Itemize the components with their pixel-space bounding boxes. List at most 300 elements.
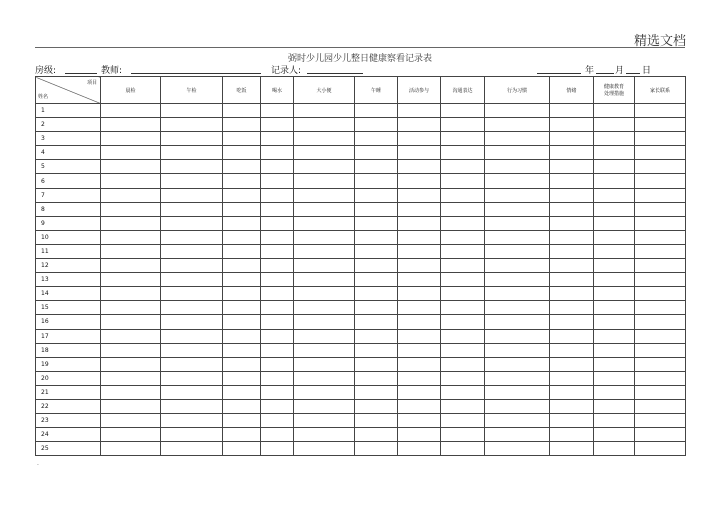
record-cell[interactable] xyxy=(261,442,294,456)
record-cell[interactable] xyxy=(223,315,261,329)
record-cell[interactable] xyxy=(398,442,441,456)
record-cell[interactable] xyxy=(161,273,223,287)
record-cell[interactable] xyxy=(294,343,355,357)
record-cell[interactable] xyxy=(223,174,261,188)
record-cell[interactable] xyxy=(101,343,161,357)
record-cell[interactable] xyxy=(550,287,594,301)
record-cell[interactable] xyxy=(101,301,161,315)
record-cell[interactable] xyxy=(223,414,261,428)
record-cell[interactable] xyxy=(635,118,686,132)
record-cell[interactable] xyxy=(594,399,635,413)
record-cell[interactable] xyxy=(161,146,223,160)
record-cell[interactable] xyxy=(635,188,686,202)
record-cell[interactable] xyxy=(355,230,398,244)
record-cell[interactable] xyxy=(355,385,398,399)
record-cell[interactable] xyxy=(223,202,261,216)
record-cell[interactable] xyxy=(594,414,635,428)
record-cell[interactable] xyxy=(355,357,398,371)
record-cell[interactable] xyxy=(594,357,635,371)
record-cell[interactable] xyxy=(594,315,635,329)
record-cell[interactable] xyxy=(550,414,594,428)
record-cell[interactable] xyxy=(594,118,635,132)
record-cell[interactable] xyxy=(101,273,161,287)
record-cell[interactable] xyxy=(485,385,550,399)
record-cell[interactable] xyxy=(398,315,441,329)
record-cell[interactable] xyxy=(355,371,398,385)
record-cell[interactable] xyxy=(594,230,635,244)
record-cell[interactable] xyxy=(550,428,594,442)
record-cell[interactable] xyxy=(635,329,686,343)
record-cell[interactable] xyxy=(223,399,261,413)
record-cell[interactable] xyxy=(441,414,485,428)
record-cell[interactable] xyxy=(398,104,441,118)
record-cell[interactable] xyxy=(161,216,223,230)
record-cell[interactable] xyxy=(101,414,161,428)
record-cell[interactable] xyxy=(101,216,161,230)
record-cell[interactable] xyxy=(594,216,635,230)
record-cell[interactable] xyxy=(261,273,294,287)
record-cell[interactable] xyxy=(485,174,550,188)
record-cell[interactable] xyxy=(398,301,441,315)
record-cell[interactable] xyxy=(294,414,355,428)
record-cell[interactable] xyxy=(550,357,594,371)
record-cell[interactable] xyxy=(550,104,594,118)
record-cell[interactable] xyxy=(294,399,355,413)
record-cell[interactable] xyxy=(398,371,441,385)
record-cell[interactable] xyxy=(594,442,635,456)
record-cell[interactable] xyxy=(294,273,355,287)
record-cell[interactable] xyxy=(294,301,355,315)
record-cell[interactable] xyxy=(550,442,594,456)
record-cell[interactable] xyxy=(441,301,485,315)
record-cell[interactable] xyxy=(441,287,485,301)
record-cell[interactable] xyxy=(485,202,550,216)
record-cell[interactable] xyxy=(223,188,261,202)
record-cell[interactable] xyxy=(161,174,223,188)
record-cell[interactable] xyxy=(594,104,635,118)
record-cell[interactable] xyxy=(594,188,635,202)
record-cell[interactable] xyxy=(441,273,485,287)
record-cell[interactable] xyxy=(441,146,485,160)
record-cell[interactable] xyxy=(355,118,398,132)
record-cell[interactable] xyxy=(101,174,161,188)
record-cell[interactable] xyxy=(261,399,294,413)
record-cell[interactable] xyxy=(398,174,441,188)
record-cell[interactable] xyxy=(294,160,355,174)
record-cell[interactable] xyxy=(550,146,594,160)
record-cell[interactable] xyxy=(594,273,635,287)
record-cell[interactable] xyxy=(261,428,294,442)
record-cell[interactable] xyxy=(441,188,485,202)
record-cell[interactable] xyxy=(441,160,485,174)
record-cell[interactable] xyxy=(635,287,686,301)
record-cell[interactable] xyxy=(550,315,594,329)
record-cell[interactable] xyxy=(261,244,294,258)
record-cell[interactable] xyxy=(261,329,294,343)
record-cell[interactable] xyxy=(550,301,594,315)
record-cell[interactable] xyxy=(161,385,223,399)
record-cell[interactable] xyxy=(550,132,594,146)
record-cell[interactable] xyxy=(485,216,550,230)
record-cell[interactable] xyxy=(294,371,355,385)
record-cell[interactable] xyxy=(485,315,550,329)
record-cell[interactable] xyxy=(161,132,223,146)
record-cell[interactable] xyxy=(261,160,294,174)
record-cell[interactable] xyxy=(441,329,485,343)
record-cell[interactable] xyxy=(550,244,594,258)
record-cell[interactable] xyxy=(161,371,223,385)
record-cell[interactable] xyxy=(261,188,294,202)
record-cell[interactable] xyxy=(294,118,355,132)
record-cell[interactable] xyxy=(485,160,550,174)
record-cell[interactable] xyxy=(594,385,635,399)
record-cell[interactable] xyxy=(594,160,635,174)
record-cell[interactable] xyxy=(261,287,294,301)
record-cell[interactable] xyxy=(355,259,398,273)
record-cell[interactable] xyxy=(294,244,355,258)
class-field[interactable] xyxy=(65,73,97,74)
record-cell[interactable] xyxy=(161,357,223,371)
record-cell[interactable] xyxy=(398,428,441,442)
record-cell[interactable] xyxy=(294,132,355,146)
record-cell[interactable] xyxy=(635,315,686,329)
record-cell[interactable] xyxy=(635,104,686,118)
record-cell[interactable] xyxy=(635,371,686,385)
record-cell[interactable] xyxy=(101,188,161,202)
record-cell[interactable] xyxy=(355,301,398,315)
record-cell[interactable] xyxy=(441,315,485,329)
record-cell[interactable] xyxy=(101,230,161,244)
record-cell[interactable] xyxy=(635,146,686,160)
record-cell[interactable] xyxy=(261,174,294,188)
record-cell[interactable] xyxy=(550,188,594,202)
record-cell[interactable] xyxy=(101,371,161,385)
record-cell[interactable] xyxy=(294,216,355,230)
record-cell[interactable] xyxy=(441,259,485,273)
record-cell[interactable] xyxy=(261,315,294,329)
record-cell[interactable] xyxy=(161,287,223,301)
record-cell[interactable] xyxy=(485,287,550,301)
record-cell[interactable] xyxy=(355,343,398,357)
record-cell[interactable] xyxy=(398,259,441,273)
record-cell[interactable] xyxy=(223,343,261,357)
record-cell[interactable] xyxy=(550,329,594,343)
record-cell[interactable] xyxy=(294,174,355,188)
record-cell[interactable] xyxy=(355,287,398,301)
record-cell[interactable] xyxy=(398,230,441,244)
record-cell[interactable] xyxy=(398,329,441,343)
record-cell[interactable] xyxy=(441,174,485,188)
record-cell[interactable] xyxy=(594,329,635,343)
record-cell[interactable] xyxy=(635,230,686,244)
record-cell[interactable] xyxy=(355,160,398,174)
record-cell[interactable] xyxy=(441,399,485,413)
record-cell[interactable] xyxy=(223,428,261,442)
record-cell[interactable] xyxy=(635,357,686,371)
record-cell[interactable] xyxy=(101,287,161,301)
record-cell[interactable] xyxy=(485,428,550,442)
record-cell[interactable] xyxy=(355,146,398,160)
record-cell[interactable] xyxy=(223,301,261,315)
record-cell[interactable] xyxy=(161,188,223,202)
record-cell[interactable] xyxy=(635,442,686,456)
record-cell[interactable] xyxy=(635,301,686,315)
record-cell[interactable] xyxy=(355,244,398,258)
record-cell[interactable] xyxy=(635,160,686,174)
record-cell[interactable] xyxy=(398,216,441,230)
month-field[interactable] xyxy=(596,73,614,74)
record-cell[interactable] xyxy=(101,202,161,216)
record-cell[interactable] xyxy=(485,414,550,428)
record-cell[interactable] xyxy=(485,230,550,244)
record-cell[interactable] xyxy=(398,287,441,301)
record-cell[interactable] xyxy=(161,244,223,258)
record-cell[interactable] xyxy=(101,399,161,413)
record-cell[interactable] xyxy=(161,399,223,413)
record-cell[interactable] xyxy=(101,146,161,160)
record-cell[interactable] xyxy=(398,414,441,428)
record-cell[interactable] xyxy=(101,385,161,399)
record-cell[interactable] xyxy=(485,301,550,315)
record-cell[interactable] xyxy=(485,132,550,146)
record-cell[interactable] xyxy=(161,414,223,428)
record-cell[interactable] xyxy=(441,343,485,357)
record-cell[interactable] xyxy=(594,428,635,442)
record-cell[interactable] xyxy=(261,118,294,132)
record-cell[interactable] xyxy=(550,273,594,287)
record-cell[interactable] xyxy=(441,371,485,385)
record-cell[interactable] xyxy=(161,259,223,273)
record-cell[interactable] xyxy=(594,146,635,160)
record-cell[interactable] xyxy=(161,202,223,216)
record-cell[interactable] xyxy=(101,104,161,118)
record-cell[interactable] xyxy=(441,216,485,230)
record-cell[interactable] xyxy=(635,174,686,188)
record-cell[interactable] xyxy=(161,301,223,315)
record-cell[interactable] xyxy=(355,414,398,428)
record-cell[interactable] xyxy=(485,188,550,202)
record-cell[interactable] xyxy=(550,371,594,385)
record-cell[interactable] xyxy=(398,273,441,287)
record-cell[interactable] xyxy=(550,174,594,188)
record-cell[interactable] xyxy=(101,329,161,343)
record-cell[interactable] xyxy=(441,104,485,118)
record-cell[interactable] xyxy=(485,371,550,385)
record-cell[interactable] xyxy=(550,230,594,244)
record-cell[interactable] xyxy=(485,343,550,357)
record-cell[interactable] xyxy=(355,273,398,287)
year-field[interactable] xyxy=(537,73,581,74)
record-cell[interactable] xyxy=(550,118,594,132)
record-cell[interactable] xyxy=(398,188,441,202)
record-cell[interactable] xyxy=(261,343,294,357)
day-field[interactable] xyxy=(626,73,640,74)
record-cell[interactable] xyxy=(635,244,686,258)
record-cell[interactable] xyxy=(355,202,398,216)
record-cell[interactable] xyxy=(294,357,355,371)
record-cell[interactable] xyxy=(223,104,261,118)
record-cell[interactable] xyxy=(223,371,261,385)
record-cell[interactable] xyxy=(294,259,355,273)
record-cell[interactable] xyxy=(485,442,550,456)
record-cell[interactable] xyxy=(223,118,261,132)
record-cell[interactable] xyxy=(635,216,686,230)
record-cell[interactable] xyxy=(101,244,161,258)
record-cell[interactable] xyxy=(101,428,161,442)
teacher-field[interactable] xyxy=(131,73,261,74)
record-cell[interactable] xyxy=(398,160,441,174)
record-cell[interactable] xyxy=(635,343,686,357)
record-cell[interactable] xyxy=(161,104,223,118)
record-cell[interactable] xyxy=(261,216,294,230)
record-cell[interactable] xyxy=(261,357,294,371)
record-cell[interactable] xyxy=(594,371,635,385)
record-cell[interactable] xyxy=(294,202,355,216)
record-cell[interactable] xyxy=(161,315,223,329)
record-cell[interactable] xyxy=(594,301,635,315)
record-cell[interactable] xyxy=(398,244,441,258)
record-cell[interactable] xyxy=(101,132,161,146)
record-cell[interactable] xyxy=(223,160,261,174)
record-cell[interactable] xyxy=(441,428,485,442)
record-cell[interactable] xyxy=(550,399,594,413)
record-cell[interactable] xyxy=(261,146,294,160)
record-cell[interactable] xyxy=(485,399,550,413)
record-cell[interactable] xyxy=(441,132,485,146)
record-cell[interactable] xyxy=(294,188,355,202)
record-cell[interactable] xyxy=(398,399,441,413)
record-cell[interactable] xyxy=(398,202,441,216)
record-cell[interactable] xyxy=(294,287,355,301)
record-cell[interactable] xyxy=(101,259,161,273)
record-cell[interactable] xyxy=(101,118,161,132)
record-cell[interactable] xyxy=(594,244,635,258)
record-cell[interactable] xyxy=(101,160,161,174)
record-cell[interactable] xyxy=(355,442,398,456)
record-cell[interactable] xyxy=(261,202,294,216)
record-cell[interactable] xyxy=(635,399,686,413)
record-cell[interactable] xyxy=(441,230,485,244)
record-cell[interactable] xyxy=(635,259,686,273)
record-cell[interactable] xyxy=(101,442,161,456)
record-cell[interactable] xyxy=(294,104,355,118)
record-cell[interactable] xyxy=(223,216,261,230)
record-cell[interactable] xyxy=(485,244,550,258)
record-cell[interactable] xyxy=(261,301,294,315)
record-cell[interactable] xyxy=(261,132,294,146)
record-cell[interactable] xyxy=(355,315,398,329)
record-cell[interactable] xyxy=(223,385,261,399)
record-cell[interactable] xyxy=(261,414,294,428)
record-cell[interactable] xyxy=(261,371,294,385)
record-cell[interactable] xyxy=(161,329,223,343)
record-cell[interactable] xyxy=(485,104,550,118)
record-cell[interactable] xyxy=(550,160,594,174)
record-cell[interactable] xyxy=(223,244,261,258)
record-cell[interactable] xyxy=(101,315,161,329)
record-cell[interactable] xyxy=(550,343,594,357)
record-cell[interactable] xyxy=(485,146,550,160)
record-cell[interactable] xyxy=(355,399,398,413)
record-cell[interactable] xyxy=(294,428,355,442)
record-cell[interactable] xyxy=(441,244,485,258)
record-cell[interactable] xyxy=(398,132,441,146)
record-cell[interactable] xyxy=(635,132,686,146)
record-cell[interactable] xyxy=(485,357,550,371)
record-cell[interactable] xyxy=(223,442,261,456)
record-cell[interactable] xyxy=(161,118,223,132)
record-cell[interactable] xyxy=(485,273,550,287)
record-cell[interactable] xyxy=(594,202,635,216)
record-cell[interactable] xyxy=(261,259,294,273)
record-cell[interactable] xyxy=(398,385,441,399)
record-cell[interactable] xyxy=(355,188,398,202)
record-cell[interactable] xyxy=(223,230,261,244)
record-cell[interactable] xyxy=(294,442,355,456)
record-cell[interactable] xyxy=(161,428,223,442)
record-cell[interactable] xyxy=(594,259,635,273)
record-cell[interactable] xyxy=(355,132,398,146)
record-cell[interactable] xyxy=(355,174,398,188)
record-cell[interactable] xyxy=(594,132,635,146)
record-cell[interactable] xyxy=(261,230,294,244)
record-cell[interactable] xyxy=(294,329,355,343)
record-cell[interactable] xyxy=(398,343,441,357)
record-cell[interactable] xyxy=(161,343,223,357)
record-cell[interactable] xyxy=(223,273,261,287)
record-cell[interactable] xyxy=(635,414,686,428)
record-cell[interactable] xyxy=(635,273,686,287)
record-cell[interactable] xyxy=(441,385,485,399)
record-cell[interactable] xyxy=(398,357,441,371)
record-cell[interactable] xyxy=(485,259,550,273)
record-cell[interactable] xyxy=(398,146,441,160)
record-cell[interactable] xyxy=(101,357,161,371)
record-cell[interactable] xyxy=(223,146,261,160)
record-cell[interactable] xyxy=(294,315,355,329)
record-cell[interactable] xyxy=(635,385,686,399)
record-cell[interactable] xyxy=(161,160,223,174)
record-cell[interactable] xyxy=(594,287,635,301)
record-cell[interactable] xyxy=(223,357,261,371)
record-cell[interactable] xyxy=(635,202,686,216)
record-cell[interactable] xyxy=(261,385,294,399)
record-cell[interactable] xyxy=(441,442,485,456)
recorder-field[interactable] xyxy=(307,73,363,74)
record-cell[interactable] xyxy=(161,442,223,456)
record-cell[interactable] xyxy=(294,385,355,399)
record-cell[interactable] xyxy=(441,118,485,132)
record-cell[interactable] xyxy=(294,146,355,160)
record-cell[interactable] xyxy=(485,329,550,343)
record-cell[interactable] xyxy=(223,259,261,273)
record-cell[interactable] xyxy=(550,259,594,273)
record-cell[interactable] xyxy=(223,132,261,146)
record-cell[interactable] xyxy=(161,230,223,244)
record-cell[interactable] xyxy=(355,428,398,442)
record-cell[interactable] xyxy=(355,104,398,118)
record-cell[interactable] xyxy=(550,216,594,230)
record-cell[interactable] xyxy=(294,230,355,244)
record-cell[interactable] xyxy=(398,118,441,132)
record-cell[interactable] xyxy=(261,104,294,118)
record-cell[interactable] xyxy=(550,385,594,399)
record-cell[interactable] xyxy=(594,174,635,188)
record-cell[interactable] xyxy=(355,216,398,230)
record-cell[interactable] xyxy=(485,118,550,132)
record-cell[interactable] xyxy=(635,428,686,442)
record-cell[interactable] xyxy=(594,343,635,357)
